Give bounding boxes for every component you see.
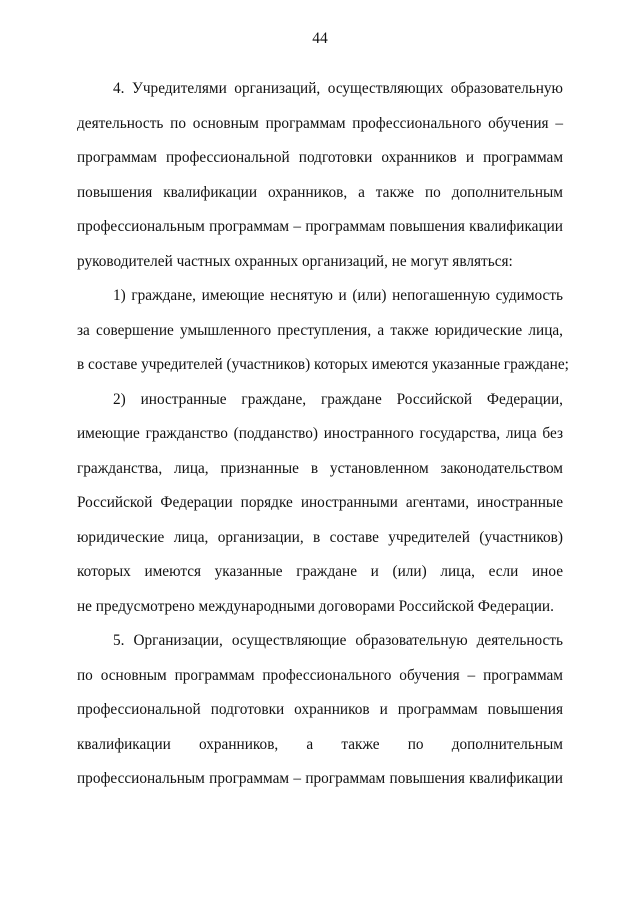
- text-line: квалификации охранников, а также по дополнительным: [77, 735, 563, 753]
- text-line: по основным программам профессионального обучения – программам: [77, 666, 563, 684]
- text-line: 4. Учредителями организаций, осуществляющих образовательную: [113, 80, 563, 97]
- text-line: за совершение умышленного преступления, а также юридические лица,: [77, 321, 563, 339]
- text-line: 2) иностранные граждане, граждане Российской Федерации,: [113, 390, 563, 408]
- paragraph-4: [77, 72, 563, 279]
- document-body: [77, 72, 569, 797]
- text-line: профессиональной подготовки охранников и программам повышения: [77, 701, 563, 718]
- text-line: имеющие гражданство (подданство) иностранного государства, лица без: [77, 425, 563, 442]
- text-line: не предусмотрено международными договорами Российской Федерации.: [77, 597, 554, 615]
- text-line: в составе учредителей (участников) которых имеются указанные граждане;: [77, 356, 569, 373]
- text-line: профессиональным программам – программам повышения квалификации: [77, 770, 563, 787]
- text-line: программам профессиональной подготовки охранников и программам: [77, 149, 563, 166]
- text-line: повышения квалификации охранников, а также по дополнительным: [77, 183, 563, 201]
- text-line: профессиональным программам – программам повышения квалификации: [77, 218, 563, 235]
- text-line: деятельность по основным программам профессионального обучения –: [77, 114, 563, 132]
- text-line: 5. Организации, осуществляющие образовательную деятельность: [113, 632, 563, 649]
- text-line: юридические лица, организации, в составе учредителей (участников): [77, 528, 563, 546]
- text-line: которых имеются указанные граждане и (или) лица, если иное: [77, 563, 563, 580]
- text-line: гражданства, лица, признанные в установленном законодательством: [77, 459, 563, 477]
- text-line: руководителей частных охранных организаций, не могут являться:: [77, 252, 513, 270]
- paragraph-5: [77, 624, 563, 797]
- text-line: 1) граждане, имеющие неснятую и (или) непогашенную судимость: [113, 287, 563, 304]
- list-item-2: [77, 383, 563, 625]
- list-item-1: [77, 279, 569, 383]
- text-line: Российской Федерации порядке иностранными агентами, иностранные: [77, 494, 563, 511]
- page-number: 44: [312, 30, 328, 47]
